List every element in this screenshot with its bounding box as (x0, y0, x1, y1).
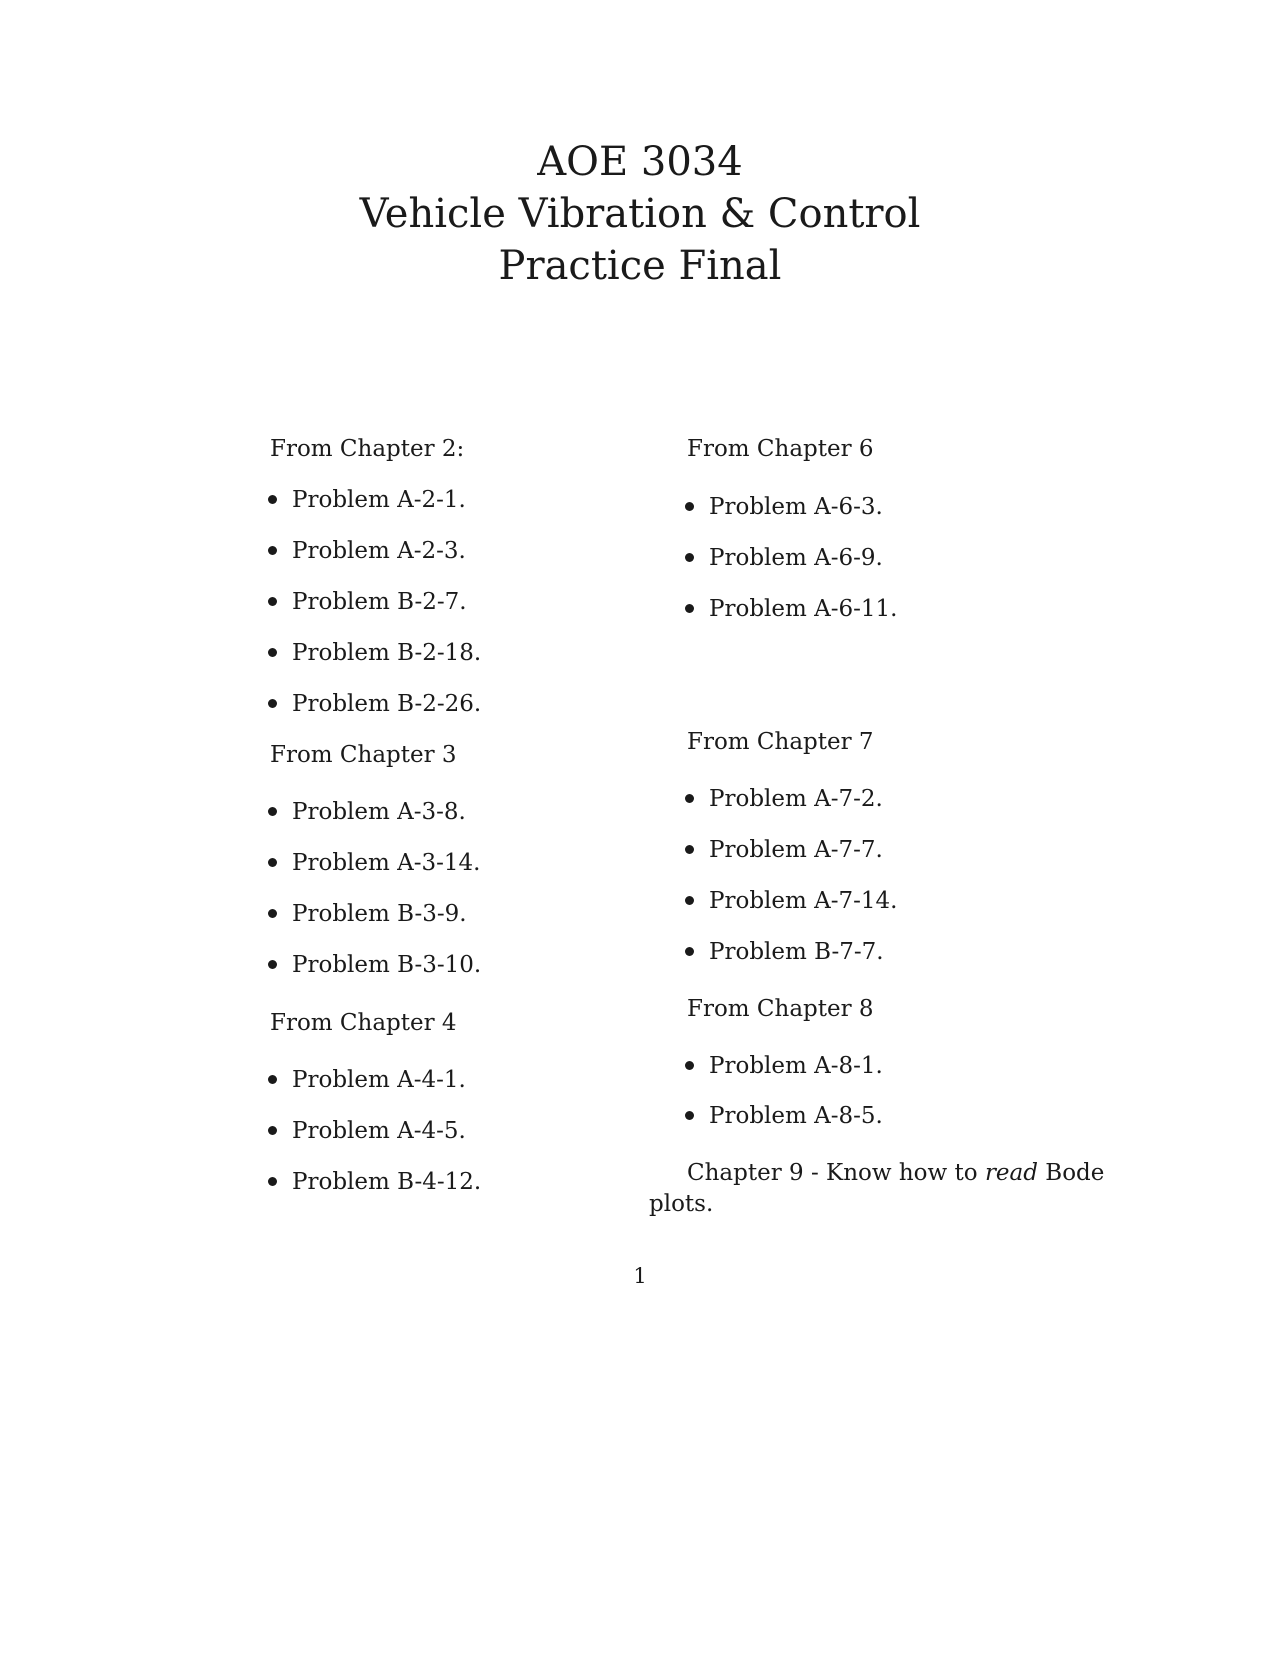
chapter-7-heading: From Chapter 7 (687, 729, 874, 755)
bullet-icon (268, 797, 292, 827)
list-item: Problem B-7-7. (685, 937, 884, 967)
bullet-icon (268, 1116, 292, 1146)
list-item: Problem B-2-26. (268, 689, 481, 719)
bullet-icon (268, 1065, 292, 1095)
bullet-icon (685, 543, 709, 573)
bullet-icon (268, 848, 292, 878)
bullet-icon (268, 587, 292, 617)
list-item: Problem A-7-14. (685, 886, 898, 916)
chapter-4-heading: From Chapter 4 (270, 1010, 457, 1036)
chapter-8-heading: From Chapter 8 (687, 996, 874, 1022)
emphasis-read: read (984, 1160, 1038, 1186)
chapter-6-heading: From Chapter 6 (687, 436, 874, 462)
bullet-icon (685, 784, 709, 814)
bullet-icon (268, 899, 292, 929)
bullet-icon (268, 1167, 292, 1197)
bullet-icon (685, 1051, 709, 1081)
document-title (0, 136, 1280, 292)
bullet-icon (685, 1101, 709, 1131)
bullet-icon (685, 492, 709, 522)
bullet-icon (268, 689, 292, 719)
bullet-icon (685, 886, 709, 916)
list-item: Problem A-3-14. (268, 848, 481, 878)
list-item: Problem A-4-5. (268, 1116, 466, 1146)
list-item: Problem A-3-8. (268, 797, 466, 827)
list-item: Problem A-6-3. (685, 492, 883, 522)
list-item: Problem B-2-18. (268, 638, 481, 668)
bullet-icon (268, 536, 292, 566)
exam-name: Practice Final (498, 243, 782, 289)
course-code: AOE 3034 (537, 139, 743, 185)
list-item: Problem A-7-7. (685, 835, 883, 865)
list-item: Problem A-8-5. (685, 1101, 883, 1131)
chapter-2-heading: From Chapter 2: (270, 436, 465, 462)
list-item: Problem B-2-7. (268, 587, 467, 617)
page-number: 1 (633, 1264, 647, 1288)
list-item: Problem B-3-10. (268, 950, 481, 980)
bullet-icon (268, 950, 292, 980)
list-item: Problem A-2-1. (268, 485, 466, 515)
list-item: Problem A-8-1. (685, 1051, 883, 1081)
list-item: Problem A-7-2. (685, 784, 883, 814)
bullet-icon (685, 594, 709, 624)
list-item: Problem B-3-9. (268, 899, 467, 929)
list-item: Problem A-4-1. (268, 1065, 466, 1095)
bullet-icon (268, 485, 292, 515)
chapter-9-note: Chapter 9 - Know how to read Bode plots. (649, 1160, 1105, 1217)
list-item: Problem A-2-3. (268, 536, 466, 566)
bullet-icon (268, 638, 292, 668)
bullet-icon (685, 835, 709, 865)
chapter-3-heading: From Chapter 3 (270, 742, 457, 768)
list-item: Problem A-6-11. (685, 594, 898, 624)
bullet-icon (685, 937, 709, 967)
list-item: Problem B-4-12. (268, 1167, 481, 1197)
list-item: Problem A-6-9. (685, 543, 883, 573)
course-name: Vehicle Vibration & Control (359, 191, 921, 237)
